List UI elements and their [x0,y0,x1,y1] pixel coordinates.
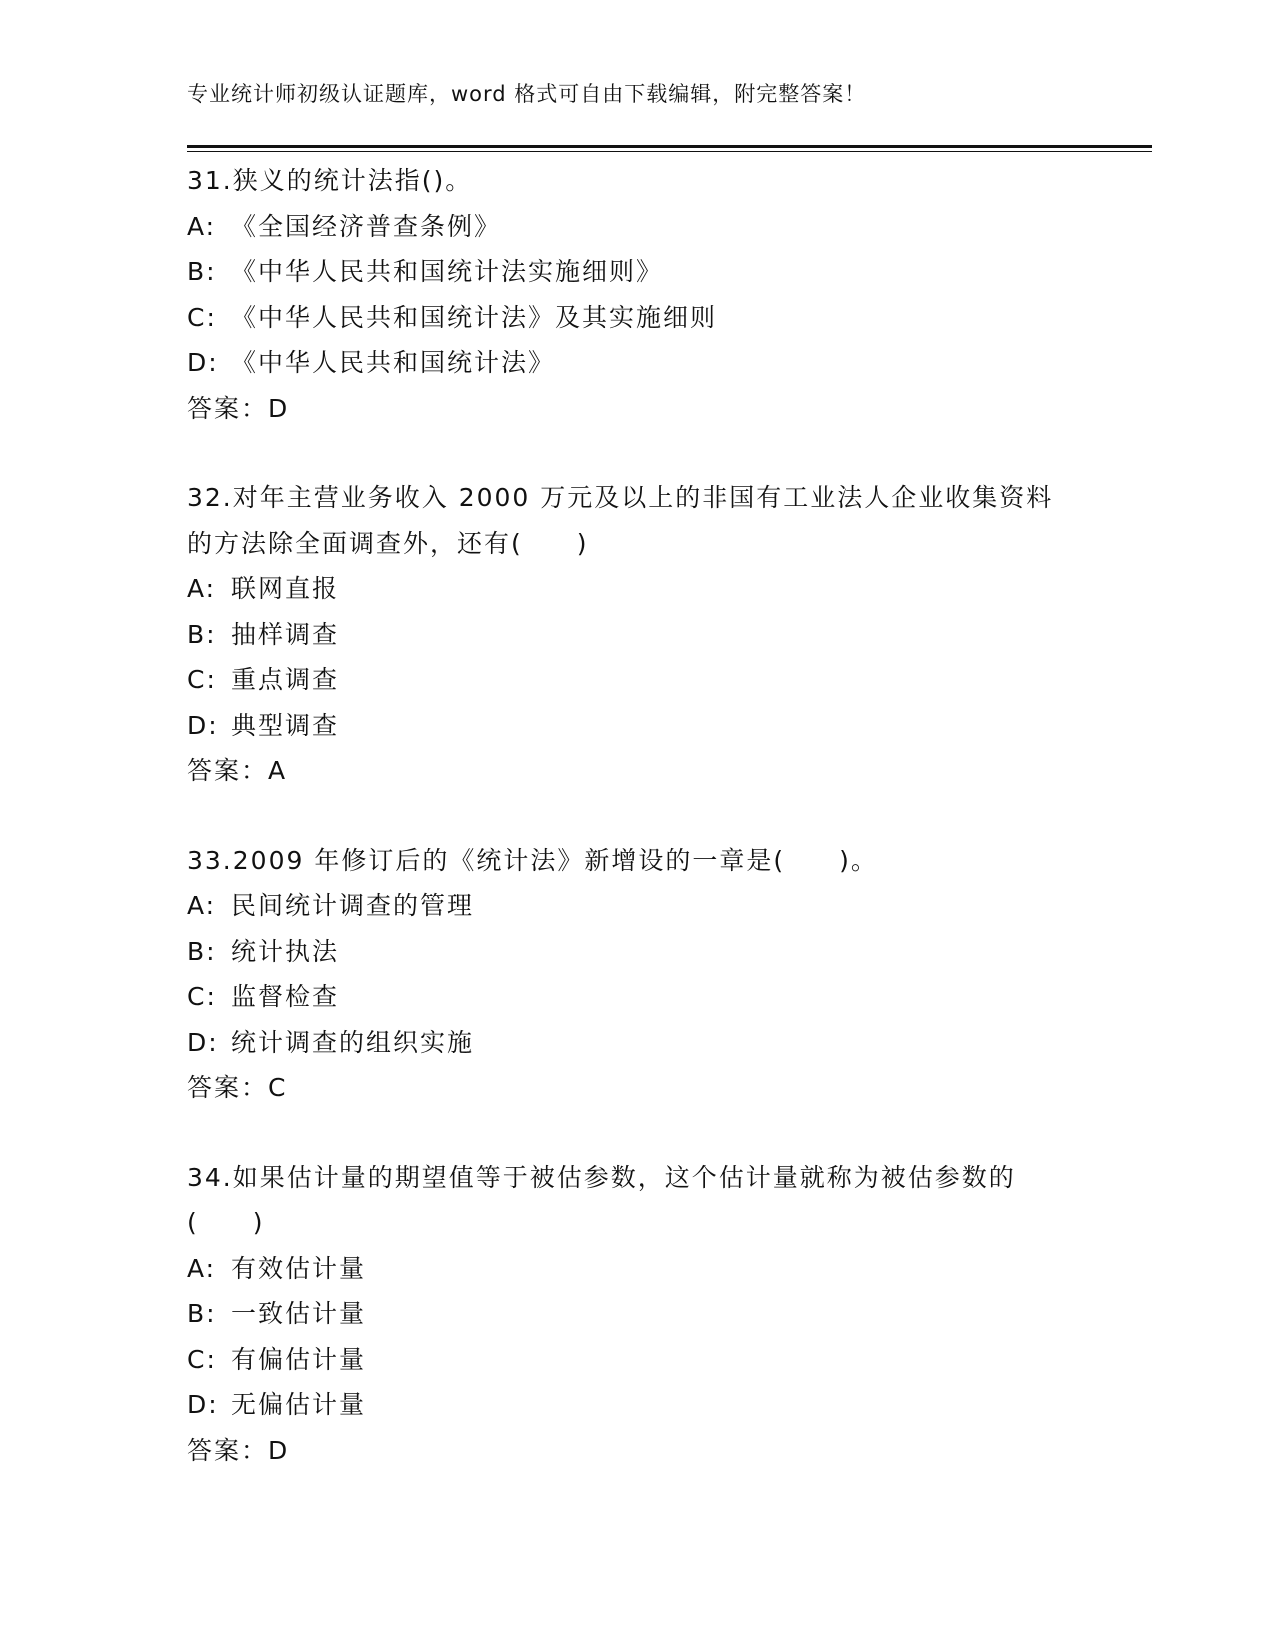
option-text: 统计调查的组织实施 [231,1027,475,1057]
option-text: 典型调查 [231,710,340,740]
option-letter: B: [187,619,217,649]
option-letter: C: [187,1344,217,1374]
option-a [187,1246,1087,1292]
option-letter: B: [187,257,217,286]
header-rule-thick [187,145,1152,148]
answer-label: 答案： [187,1435,269,1465]
option-letter: A: [187,211,217,241]
question-list [187,158,1087,1517]
answer-line [187,1065,1087,1111]
page-header: 专业统计师初级认证题库，word 格式可自由下载编辑，附完整答案！ [187,82,867,106]
question-stem: 32.对年主营业务收入 2000 万元及以上的非国有工业法人企业收集资料的方法除全面调查外，还有( ) [187,483,1054,558]
option-text: 统计执法 [231,936,340,966]
option-text: 监督检查 [231,982,340,1011]
option-d [187,703,1087,749]
option-text: 联网直报 [231,574,340,603]
option-text: 《中华人民共和国统计法》及其实施细则 [231,302,718,332]
option-letter: D: [187,1027,219,1057]
option-c [187,1337,1087,1383]
answer-label: 答案： [187,1073,269,1102]
option-letter: D: [187,348,219,377]
option-letter: B: [187,936,217,966]
option-letter: D: [187,1390,219,1419]
answer-line [187,748,1087,794]
option-text: 民间统计调查的管理 [231,891,475,920]
answer-line [187,1428,1087,1474]
option-text: 《中华人民共和国统计法》 [231,348,556,377]
answer-value: D [268,1435,290,1465]
option-b [187,929,1087,975]
question-31 [187,158,1087,431]
option-b [187,249,1087,295]
option-d [187,1020,1087,1066]
option-letter: A: [187,1253,217,1283]
option-a [187,883,1087,929]
option-text: 一致估计量 [231,1299,367,1328]
option-text: 《中华人民共和国统计法实施细则》 [231,257,664,286]
answer-value: C [268,1073,288,1102]
option-text: 无偏估计量 [231,1390,367,1419]
question-33 [187,838,1087,1111]
option-letter: A: [187,574,217,603]
question-34 [187,1155,1087,1474]
option-letter: C: [187,982,217,1011]
option-letter: B: [187,1299,217,1328]
option-text: 重点调查 [231,665,340,694]
option-d [187,1382,1087,1428]
question-stem: 33.2009 年修订后的《统计法》新增设的一章是( )。 [187,845,878,875]
option-text: 《全国经济普查条例》 [231,211,502,241]
question-stem: 31.狭义的统计法指()。 [187,166,473,195]
option-letter: C: [187,665,217,694]
answer-label: 答案： [187,756,269,785]
option-a [187,566,1087,612]
option-c [187,295,1087,341]
option-b [187,1291,1087,1337]
option-c [187,974,1087,1020]
option-d [187,340,1087,386]
answer-value: A [268,756,288,785]
option-letter: A: [187,891,217,920]
option-text: 有效估计量 [231,1253,367,1283]
option-c [187,657,1087,703]
option-letter: D: [187,710,219,740]
answer-line [187,386,1087,432]
option-a [187,204,1087,250]
question-stem: 34.如果估计量的期望值等于被估参数，这个估计量就称为被估参数的( ) [187,1162,1016,1237]
answer-value: D [268,393,290,423]
header-rule-thin [187,151,1152,152]
answer-label: 答案： [187,393,269,423]
option-text: 抽样调查 [231,619,340,649]
option-letter: C: [187,302,217,332]
option-text: 有偏估计量 [231,1344,367,1374]
question-32 [187,475,1087,794]
option-b [187,612,1087,658]
